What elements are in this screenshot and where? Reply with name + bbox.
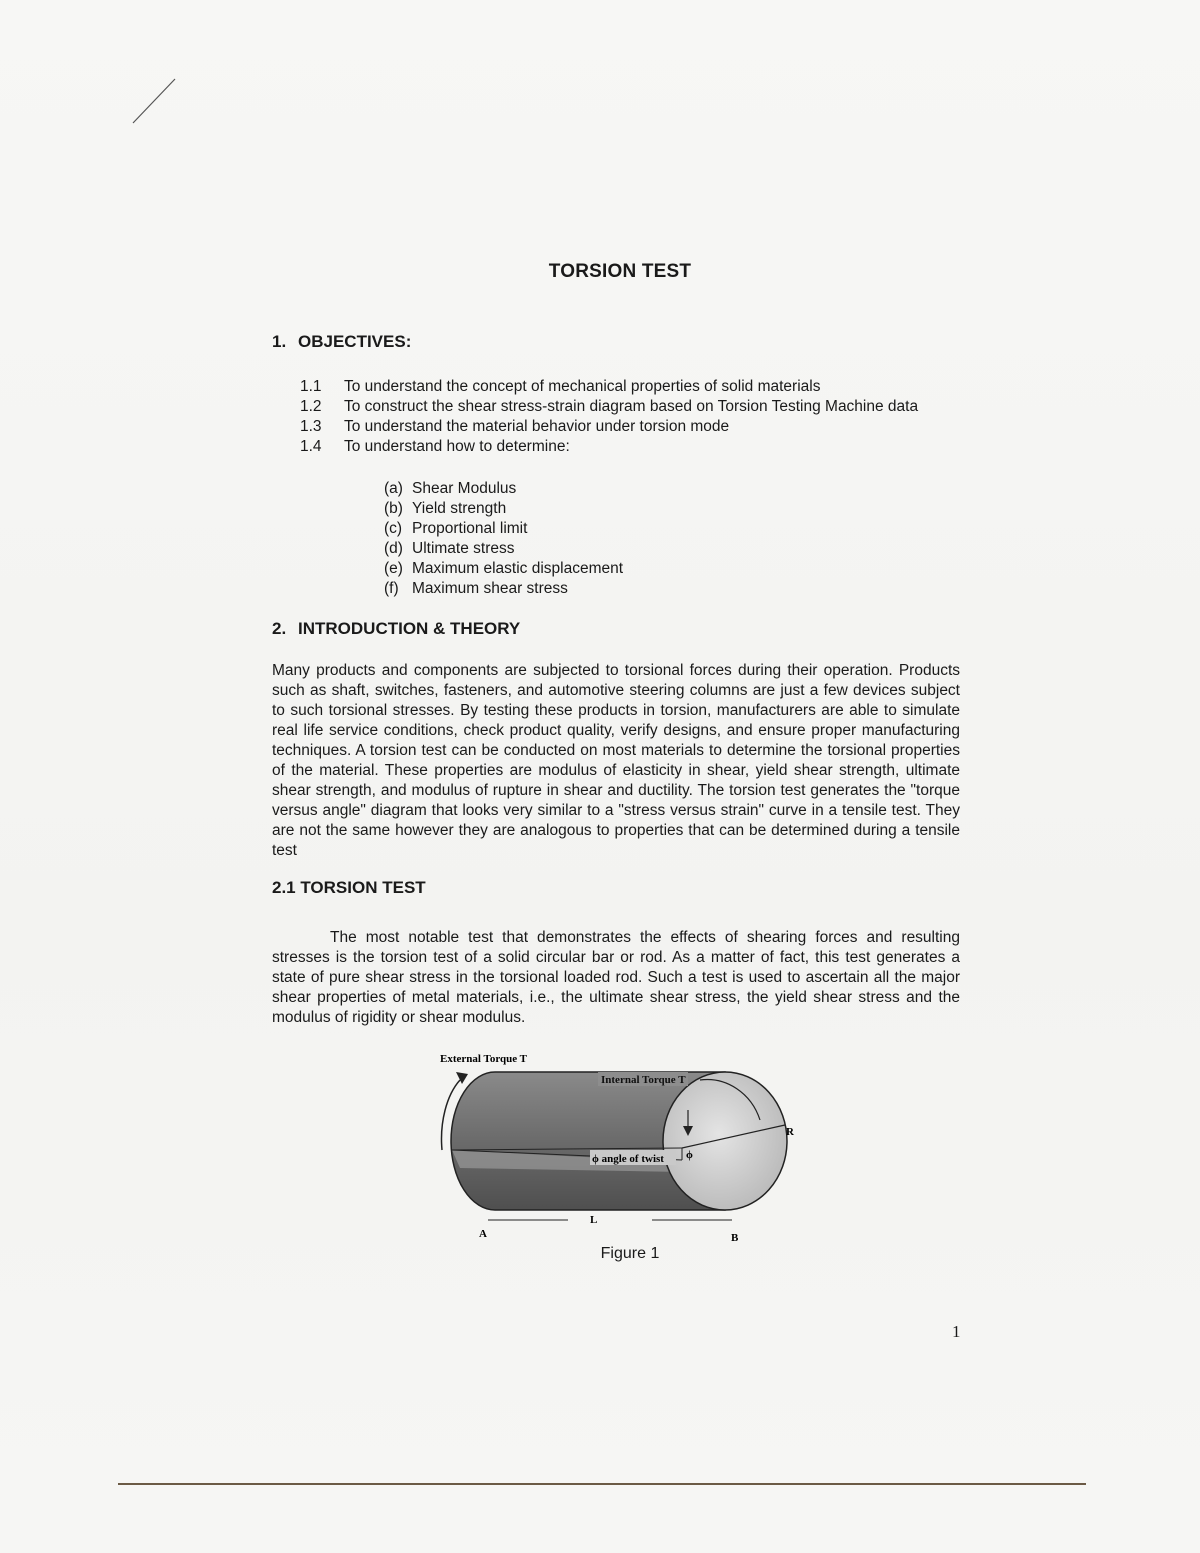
objective-number: 1.3 bbox=[300, 418, 322, 435]
sublist-text: Ultimate stress bbox=[412, 540, 515, 557]
objective-number: 1.2 bbox=[300, 398, 322, 415]
sublist-letter: (a) bbox=[384, 480, 403, 497]
label-end-b: B bbox=[731, 1232, 739, 1244]
objective-item bbox=[300, 377, 965, 397]
objective-text: To understand the concept of mechanical properties of solid materials bbox=[344, 378, 821, 395]
determine-sublist bbox=[384, 479, 623, 599]
section-number: 2. bbox=[272, 619, 287, 638]
label-phi: ϕ bbox=[686, 1149, 693, 1161]
section-heading-torsion-test: 2.1 TORSION TEST bbox=[272, 878, 426, 897]
figure-caption: Figure 1 bbox=[600, 1245, 660, 1262]
label-internal-torque: Internal Torque T bbox=[601, 1074, 686, 1086]
label-radius: R bbox=[786, 1126, 794, 1138]
objectives-list bbox=[300, 377, 965, 457]
section-heading-objectives bbox=[272, 332, 411, 352]
objective-text: To construct the shear stress-strain diagram based on Torsion Testing Machine data bbox=[344, 398, 919, 415]
bottom-edge-line bbox=[118, 1483, 1086, 1485]
sublist-item bbox=[384, 559, 623, 579]
introduction-paragraph: Many products and components are subjected to torsional forces during their operation. Products such as shaft, switches, fasteners, and automotive steering columns are just a few devices subject to such torsional stresses. By testing these products in torsion, manufacturers are able to simulate real life service conditions, check product quality, verify designs, and ensure proper manufacturing techniques. A torsion test can be conducted on most materials to determine the torsional properties of the material. These properties are modulus of elasticity in shear, yield shear strength, ultimate shear strength, and modulus of rupture in shear and ductility. The torsion test generates the "torque versus angle" diagram that looks very similar to a "stress versus strain" curve in a tensile test. They are not the same however they are analogous to properties that can be determined during a tensile test bbox=[272, 662, 960, 859]
page-number: 1 bbox=[952, 1322, 961, 1341]
sublist-item bbox=[384, 579, 623, 599]
sublist-letter: (b) bbox=[384, 500, 403, 517]
sublist-text: Maximum shear stress bbox=[412, 580, 568, 597]
sublist-text: Yield strength bbox=[412, 500, 507, 517]
torsion-figure bbox=[420, 1050, 810, 1250]
label-length: L bbox=[590, 1214, 598, 1226]
objective-text: To understand the material behavior under torsion mode bbox=[344, 418, 730, 435]
section-number: 1. bbox=[272, 332, 287, 351]
objective-item bbox=[300, 397, 965, 417]
sublist-letter: (d) bbox=[384, 540, 403, 557]
label-angle-of-twist: ϕ angle of twist bbox=[592, 1153, 664, 1165]
sublist-item bbox=[384, 519, 623, 539]
sublist-item bbox=[384, 499, 623, 519]
section-title: OBJECTIVES: bbox=[298, 332, 412, 351]
sublist-letter: (e) bbox=[384, 560, 403, 577]
objective-item bbox=[300, 417, 965, 437]
section-heading-introduction bbox=[272, 619, 520, 639]
sublist-text: Proportional limit bbox=[412, 520, 528, 537]
objective-item bbox=[300, 437, 965, 457]
torsion-test-paragraph: The most notable test that demonstrates the effects of shearing forces and resulting stresses is the torsion test of a solid circular bar or rod. As a matter of fact, this test generates a state of pure shear stress in the torsional loaded rod. Such a test is used to ascertain all the major shear properties of metal materials, i.e., the ultimate shear stress, the yield shear stress and the modulus of rigidity or shear modulus. bbox=[272, 929, 960, 1026]
sublist-text: Maximum elastic displacement bbox=[412, 560, 624, 577]
sublist-text: Shear Modulus bbox=[412, 480, 517, 497]
pen-mark bbox=[125, 75, 185, 135]
section-title: INTRODUCTION & THEORY bbox=[298, 619, 521, 638]
sublist-letter: (f) bbox=[384, 580, 399, 597]
label-end-a: A bbox=[479, 1228, 487, 1240]
objective-number: 1.1 bbox=[300, 378, 322, 395]
rod-end-face bbox=[663, 1072, 787, 1210]
sublist-item bbox=[384, 479, 623, 499]
sublist-letter: (c) bbox=[384, 520, 403, 537]
document-title: TORSION TEST bbox=[548, 261, 692, 282]
objective-number: 1.4 bbox=[300, 438, 322, 455]
objective-text: To understand how to determine: bbox=[344, 438, 570, 455]
sublist-item bbox=[384, 539, 623, 559]
label-external-torque: External Torque T bbox=[440, 1053, 528, 1065]
